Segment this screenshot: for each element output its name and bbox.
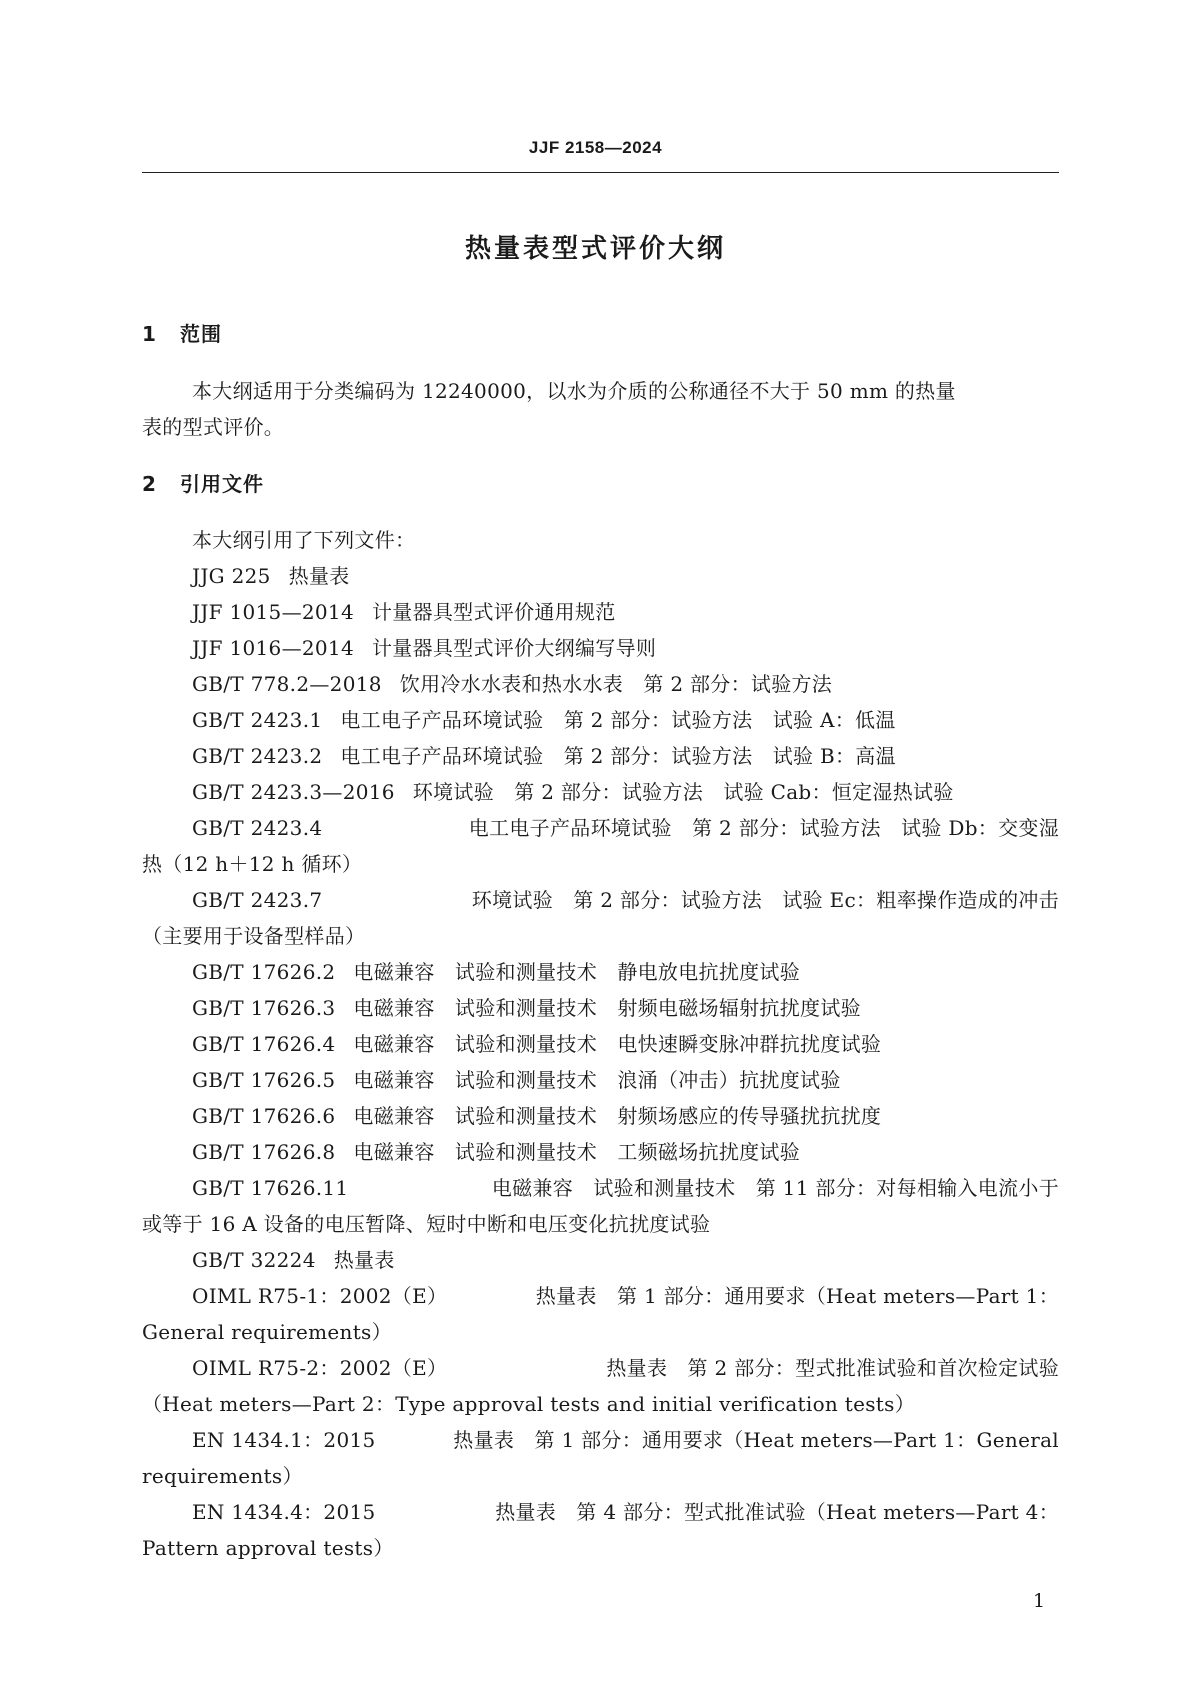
reference-item — [142, 774, 1059, 810]
reference-item — [142, 702, 1059, 738]
reference-title: 电磁兼容 试验和测量技术 静电放电抗扰度试验 — [353, 960, 801, 984]
reference-title: 计量器具型式评价大纲编写导则 — [371, 636, 657, 660]
reference-title: 环境试验 第 2 部分：试验方法 试验 Ec：粗率操作造成的冲击 — [471, 888, 1059, 912]
reference-item — [142, 1350, 1059, 1386]
section-1-body — [142, 373, 1059, 445]
reference-item — [142, 558, 1059, 594]
reference-title: 饮用冷水水表和热水水表 第 2 部分：试验方法 — [399, 672, 833, 696]
page-number: 1 — [1033, 1590, 1046, 1612]
reference-item — [142, 1134, 1059, 1170]
reference-code: JJF 1015—2014 — [192, 600, 354, 624]
reference-title: 电工电子产品环境试验 第 2 部分：试验方法 试验 Db：交变湿 — [468, 816, 1059, 840]
section-number: 2 — [142, 472, 157, 496]
reference-code: GB/T 2423.2 — [192, 744, 323, 768]
reference-continuation: （Heat meters—Part 2：Type approval tests and initial verification tests） — [142, 1392, 916, 1416]
reference-code: OIML R75-1：2002（E） — [192, 1284, 448, 1308]
reference-code: GB/T 32224 — [192, 1248, 316, 1272]
reference-code: GB/T 2423.7 — [192, 888, 323, 912]
reference-item — [142, 1422, 1059, 1458]
section-number: 1 — [142, 322, 157, 346]
reference-continuation: General requirements） — [142, 1320, 392, 1344]
reference-title: 电工电子产品环境试验 第 2 部分：试验方法 试验 A：低温 — [340, 708, 896, 732]
reference-code: EN 1434.1：2015 — [192, 1428, 376, 1452]
reference-code: OIML R75-2：2002（E） — [192, 1356, 448, 1380]
reference-code: GB/T 17626.11 — [192, 1176, 349, 1200]
section-2-heading — [142, 468, 264, 497]
section-title: 范围 — [180, 322, 222, 346]
reference-item — [142, 1242, 1059, 1278]
reference-title: 热量表 第 2 部分：型式批准试验和首次检定试验 — [606, 1356, 1059, 1380]
reference-item — [142, 954, 1059, 990]
reference-item — [142, 1278, 1059, 1314]
reference-item — [142, 738, 1059, 774]
paragraph-line: 本大纲适用于分类编码为 12240000，以水为介质的公称通径不大于 50 mm 的热量 — [192, 379, 956, 403]
reference-title: 电磁兼容 试验和测量技术 电快速瞬变脉冲群抗扰度试验 — [353, 1032, 882, 1056]
reference-item — [142, 1062, 1059, 1098]
reference-item — [142, 1026, 1059, 1062]
reference-title: 电工电子产品环境试验 第 2 部分：试验方法 试验 B：高温 — [340, 744, 896, 768]
reference-title: 电磁兼容 试验和测量技术 浪涌（冲击）抗扰度试验 — [353, 1068, 841, 1092]
reference-title: 热量表 第 1 部分：通用要求（Heat meters—Part 1：General — [453, 1428, 1059, 1452]
reference-item — [142, 810, 1059, 846]
reference-continuation: 或等于 16 A 设备的电压暂降、短时中断和电压变化抗扰度试验 — [142, 1212, 711, 1236]
reference-title: 热量表 第 4 部分：型式批准试验（Heat meters—Part 4： — [495, 1500, 1059, 1524]
reference-continuation: 热（12 h＋12 h 循环） — [142, 852, 363, 876]
reference-code: GB/T 17626.2 — [192, 960, 336, 984]
reference-title: 计量器具型式评价通用规范 — [371, 600, 616, 624]
reference-title: 电磁兼容 试验和测量技术 射频电磁场辐射抗扰度试验 — [353, 996, 861, 1020]
header-rule — [142, 172, 1059, 173]
reference-code: GB/T 17626.8 — [192, 1140, 336, 1164]
reference-code: EN 1434.4：2015 — [192, 1500, 376, 1524]
reference-item — [142, 990, 1059, 1026]
reference-code: GB/T 17626.3 — [192, 996, 336, 1020]
document-code-header: JJF 2158—2024 — [528, 138, 663, 157]
reference-code: JJF 1016—2014 — [192, 636, 354, 660]
reference-code: GB/T 17626.4 — [192, 1032, 336, 1056]
reference-title: 环境试验 第 2 部分：试验方法 试验 Cab：恒定湿热试验 — [412, 780, 954, 804]
reference-list — [142, 522, 1059, 1566]
section-title: 引用文件 — [180, 472, 264, 496]
reference-intro: 本大纲引用了下列文件： — [192, 528, 416, 552]
reference-title: 电磁兼容 试验和测量技术 第 11 部分：对每相输入电流小于 — [491, 1176, 1059, 1200]
reference-continuation: requirements） — [142, 1464, 303, 1488]
reference-title: 电磁兼容 试验和测量技术 工频磁场抗扰度试验 — [353, 1140, 801, 1164]
reference-code: GB/T 2423.4 — [192, 816, 323, 840]
reference-item — [142, 630, 1059, 666]
reference-code: GB/T 17626.5 — [192, 1068, 336, 1092]
reference-code: GB/T 2423.3—2016 — [192, 780, 395, 804]
reference-title: 电磁兼容 试验和测量技术 射频场感应的传导骚扰抗扰度 — [353, 1104, 882, 1128]
reference-item — [142, 1098, 1059, 1134]
reference-item — [142, 1494, 1059, 1530]
reference-item — [142, 882, 1059, 918]
reference-item — [142, 666, 1059, 702]
section-1-heading — [142, 318, 222, 347]
reference-code: GB/T 17626.6 — [192, 1104, 336, 1128]
reference-continuation: Pattern approval tests） — [142, 1536, 394, 1560]
reference-continuation: （主要用于设备型样品） — [142, 924, 366, 948]
reference-title: 热量表 — [333, 1248, 395, 1272]
paragraph-line: 表的型式评价。 — [142, 415, 285, 439]
reference-code: JJG 225 — [192, 564, 271, 588]
reference-item — [142, 594, 1059, 630]
reference-title: 热量表 第 1 部分：通用要求（Heat meters—Part 1： — [535, 1284, 1059, 1308]
reference-title: 热量表 — [288, 564, 350, 588]
page-title: 热量表型式评价大纲 — [464, 234, 726, 264]
reference-code: GB/T 778.2—2018 — [192, 672, 382, 696]
reference-code: GB/T 2423.1 — [192, 708, 323, 732]
reference-item — [142, 1170, 1059, 1206]
